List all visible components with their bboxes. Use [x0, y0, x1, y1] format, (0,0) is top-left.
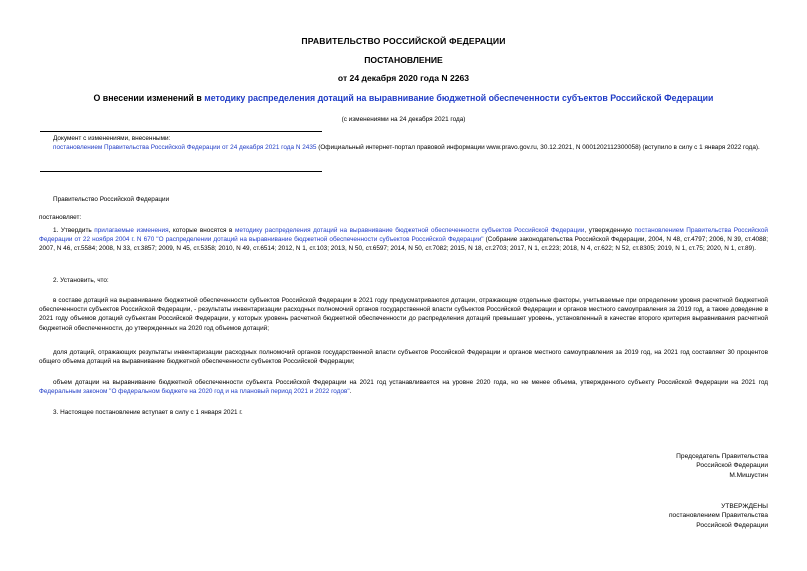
paragraph-2: 2. Установить, что: — [53, 277, 109, 284]
p5-text-b: . — [349, 388, 352, 396]
changes-top-divider — [40, 131, 322, 132]
federal-budget-law-link[interactable]: Федеральным законом "О федеральном бюджете на 2020 год и на плановый период 2021 и 2022 годов" — [39, 388, 350, 396]
methodology-link-2[interactable]: методику распределения дотаций на выравнивание бюджетной обеспеченности субъектов Российской Федерации — [234, 227, 585, 234]
approval-entity: Российской Федерации — [696, 521, 768, 529]
decrees-line: постановляет: — [39, 214, 82, 221]
signature-block — [676, 452, 768, 480]
approved-changes-link[interactable]: прилагаемые изменения — [94, 227, 169, 234]
changes-intro: Документ с изменениями, внесенными: — [53, 135, 171, 142]
document-title — [0, 93, 807, 103]
government-text: Правительство Российской Федерации — [53, 196, 170, 203]
amendment-decree-link[interactable]: постановлением Правительства Российской Федерации от 24 декабря 2021 года N 2435 — [53, 144, 317, 152]
doc-date-number: от 24 декабря 2020 года N 2263 — [337, 73, 470, 83]
paragraph-3: в составе дотаций на выравнивание бюджетной обеспеченности субъектов Российской Федерации в 2021 году предусматриваются дотации, отражающие отдельные факторы, учитываемые при определении уровня расчетной бюджетной обеспеченности субъектов Российской Федерации, - результаты инвентаризации расходных полномочий органов государственной власти субъектов Российской Федерации и органов местного самоуправления за 2019 год, а также доведение в 2021 году объемов дотаций субъектам Российской Федерации, у которых уровень расчетной бюджетной обеспеченности до распределения дотаций превышает уровень, установленный в качестве второго критерия выравнивания расчетной бюджетной обеспеченности, до утвержденных на 2020 год объемов дотаций; — [39, 297, 768, 332]
paragraph-4: доля дотаций, отражающих результаты инвентаризации расходных полномочий органов государственной власти субъектов Российской Федерации и органов местного самоуправления за 2019 год, на 2021 год составляет 30 процентов общего объема дотаций на выравнивание бюджетной обеспеченности субъектов Российской Федерации; — [39, 349, 768, 366]
p1-text-c: , утвержденную — [584, 227, 635, 234]
government-line — [39, 195, 768, 204]
p1-text-a: 1. Утвердить — [53, 227, 95, 234]
paragraph-5 — [39, 378, 768, 396]
edition-note: (с изменениями на 24 декабря 2021 года) — [341, 116, 466, 123]
approval-block — [669, 502, 768, 530]
changes-tail: (Официальный интернет-портал правовой информации www.pravo.gov.ru, 30.12.2021, N 0001202112300058) (вступило в силу с 1 января 2022 года). — [316, 144, 760, 152]
approval-title: УТВЕРЖДЕНЫ — [721, 503, 768, 510]
p1-text-d: (Собрание законодательства Российской Федерации, 2004, N 48, ст.4797; 2006, N 39, ст.4088; 2007, N 46, ст.5584; 2008, N 33, ст.3857; 2009, N 45, ст.5358; 2010, N 49, ст.6514; 2012, N 1, ст.103; 2013, N 50, ст.6597; 2014, N 50, ст.7082; 2015, N 18, ст.2703; 2017, N 1, ст.223; 2018, N 4, ст.622; N 52, ст.8305; 2019, N 1, ст.75; 2020, N 1, ст.89). — [39, 236, 768, 253]
signature-name: М.Мишустин — [729, 471, 768, 479]
p1-text-b: , которые вносятся в — [168, 227, 235, 234]
approval-by: постановлением Правительства — [668, 512, 768, 520]
signature-entity: Российской Федерации — [696, 462, 768, 470]
changes-text — [53, 143, 768, 152]
paragraph-1 — [39, 226, 768, 254]
changes-bottom-divider — [40, 171, 322, 172]
changes-block — [53, 134, 768, 152]
title-prefix: О внесении изменений в — [93, 93, 205, 103]
issuer-heading: ПРАВИТЕЛЬСТВО РОССИЙСКОЙ ФЕДЕРАЦИИ — [301, 36, 506, 46]
methodology-link[interactable]: методику распределения дотаций на выравнивание бюджетной обеспеченности субъектов Российской Федерации — [204, 93, 714, 103]
decree-670-link[interactable]: постановлением Правительства Российской Федерации от 22 ноября 2004 г. N 670 "О распределении дотаций на выравнивание бюджетной обеспеченности субъектов Российской Федерации" — [39, 227, 768, 244]
paragraph-6: 3. Настоящее постановление вступает в силу с 1 января 2021 г. — [53, 409, 243, 416]
p5-text-a: объем дотации на выравнивание бюджетной обеспеченности субъекта Российской Федерации на 2021 год устанавливается на уровне 2020 года, но не менее объема, утвержденного субъекту Российской Федерации на 2021 год — [53, 379, 768, 386]
signature-position: Председатель Правительства — [676, 453, 768, 460]
doc-type-heading: ПОСТАНОВЛЕНИЕ — [364, 55, 443, 65]
